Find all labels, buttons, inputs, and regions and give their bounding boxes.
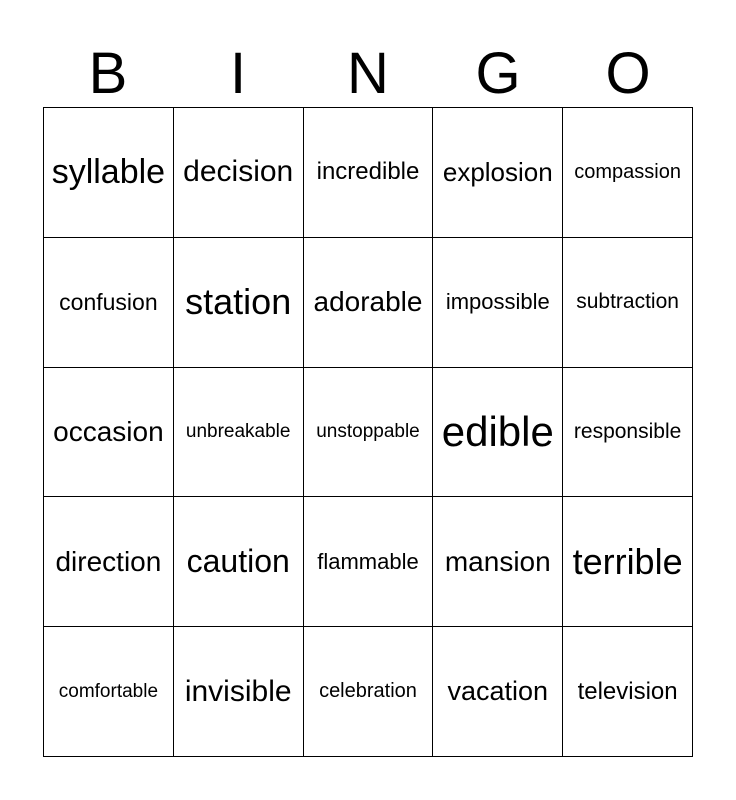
bingo-cell: station xyxy=(174,238,304,368)
header-letter-b: B xyxy=(88,41,128,106)
header-letter-n: N xyxy=(347,41,389,106)
bingo-cell: celebration xyxy=(304,627,434,757)
bingo-cell: invisible xyxy=(174,627,304,757)
bingo-cell: compassion xyxy=(563,108,693,238)
bingo-cell: terrible xyxy=(563,497,693,627)
bingo-cell: direction xyxy=(44,497,174,627)
bingo-cell: edible xyxy=(433,368,563,498)
header-letter-i: I xyxy=(229,41,247,106)
bingo-cell: unbreakable xyxy=(174,368,304,498)
bingo-cell: responsible xyxy=(563,368,693,498)
bingo-cell: flammable xyxy=(304,497,434,627)
bingo-cell: explosion xyxy=(433,108,563,238)
bingo-cell: adorable xyxy=(304,238,434,368)
bingo-cell: subtraction xyxy=(563,238,693,368)
bingo-cell: unstoppable xyxy=(304,368,434,498)
header-letter-o: O xyxy=(605,41,651,106)
header-letter-g: G xyxy=(475,41,521,106)
bingo-cell: impossible xyxy=(433,238,563,368)
bingo-header xyxy=(43,41,693,106)
bingo-cell: incredible xyxy=(304,108,434,238)
bingo-cell: television xyxy=(563,627,693,757)
bingo-card-grid xyxy=(43,107,693,757)
bingo-cell: comfortable xyxy=(44,627,174,757)
bingo-cell: caution xyxy=(174,497,304,627)
bingo-cell: decision xyxy=(174,108,304,238)
bingo-cell: confusion xyxy=(44,238,174,368)
bingo-cell: syllable xyxy=(44,108,174,238)
bingo-cell: mansion xyxy=(433,497,563,627)
bingo-cell: vacation xyxy=(433,627,563,757)
bingo-cell: occasion xyxy=(44,368,174,498)
